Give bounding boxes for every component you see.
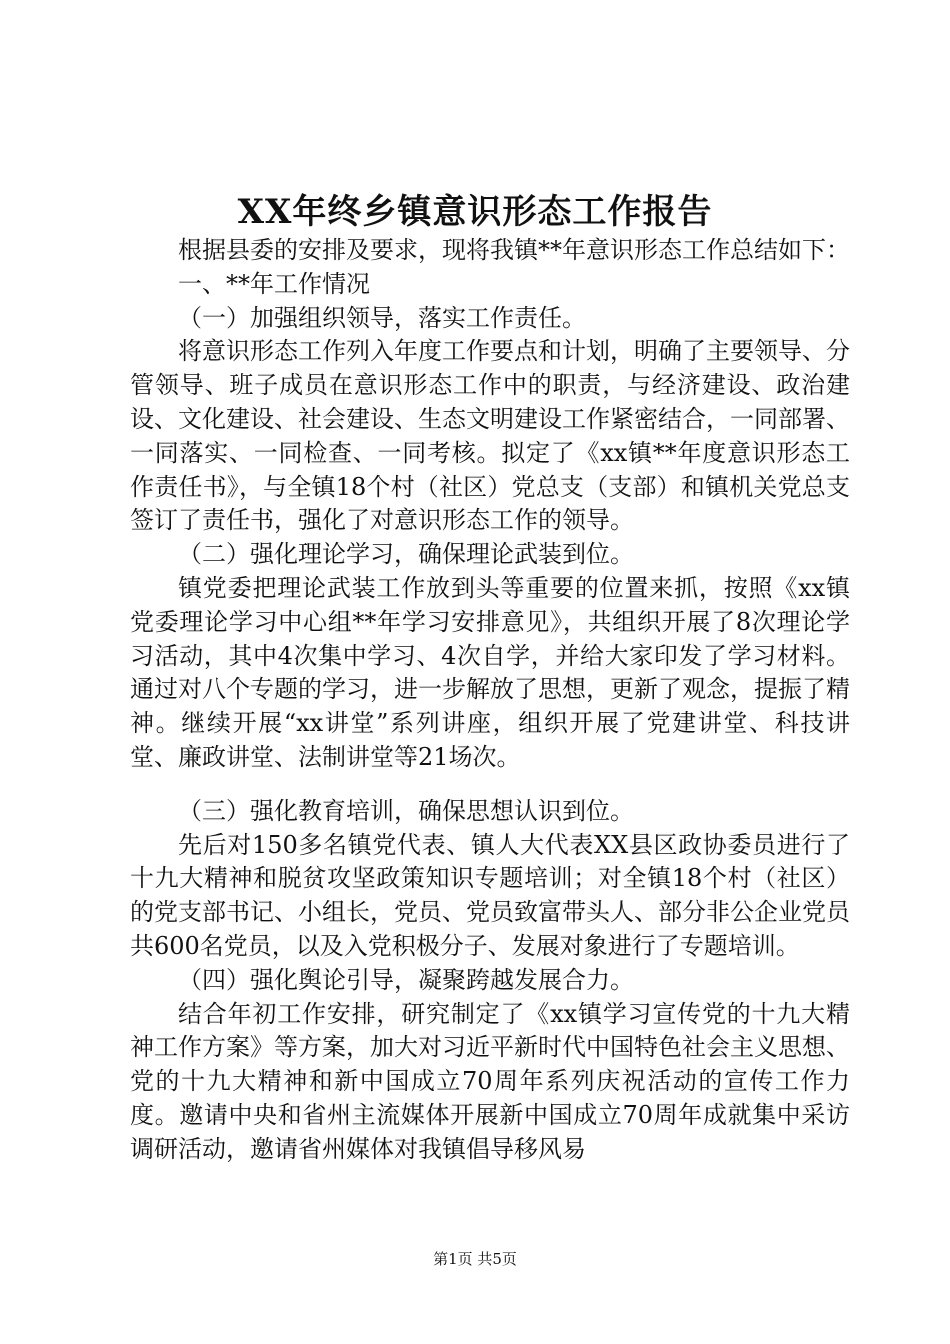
body-paragraph-3: 先后对150多名镇党代表、镇人大代表XX县区政协委员进行了十九大精神和脱贫攻坚政策知识专题培训；对全镇18个村（社区）的党支部书记、小组长，党员、党员致富带头人、部分非公企业党员共600名党员，以及入党积极分子、发展对象进行了专题培训。 [130,830,850,960]
body-paragraph-1: 将意识形态工作列入年度工作要点和计划，明确了主要领导、分管领导、班子成员在意识形态工作中的职责，与经济建设、政治建设、文化建设、社会建设、生态文明建设工作紧密结合，一同部署、一同落实、一同检查、一同考核。拟定了《xx镇**年度意识形态工作责任书》，与全镇18个村（社区）党总支（支部）和镇机关党总支签订了责任书，强化了对意识形态工作的领导。 [130,337,850,535]
page-number-footer: 第1页 共5页 [433,1250,517,1268]
body-paragraph-4: 结合年初工作安排，研究制定了《xx镇学习宣传党的十九大精神工作方案》等方案，加大对习近平新时代中国特色社会主义思想、党的十九大精神和新中国成立70周年系列庆祝活动的宣传工作力度。邀请中央和省州主流媒体开展新中国成立70周年成就集中采访调研活动，邀请省州媒体对我镇倡导移风易 [130,999,850,1163]
subsection-heading-1: （一）加强组织领导，落实工作责任。 [178,303,586,332]
subsection-heading-4: （四）强化舆论引导，凝聚跨越发展合力。 [178,965,634,994]
subsection-heading-3: （三）强化教育培训，确保思想认识到位。 [178,796,634,825]
document-body [130,234,850,1167]
intro-paragraph: 根据县委的安排及要求，现将我镇**年意识形态工作总结如下： [178,236,850,264]
section-heading-1: 一、**年工作情况 [178,269,370,298]
body-paragraph-2: 镇党委把理论武装工作放到头等重要的位置来抓，按照《xx镇党委理论学习中心组**年学习安排意见》，共组织开展了8次理论学习活动，其中4次集中学习、4次自学，并给大家印发了学习材料。通过对八个专题的学习，进一步解放了思想，更新了观念，提振了精神。继续开展“xx讲堂”系列讲座，组织开展了党建讲堂、科技讲堂、廉政讲堂、法制讲堂等21场次。 [130,573,850,771]
document-title: XX年终乡镇意识形态工作报告 [237,192,713,232]
subsection-heading-2: （二）强化理论学习，确保理论武装到位。 [178,540,634,569]
